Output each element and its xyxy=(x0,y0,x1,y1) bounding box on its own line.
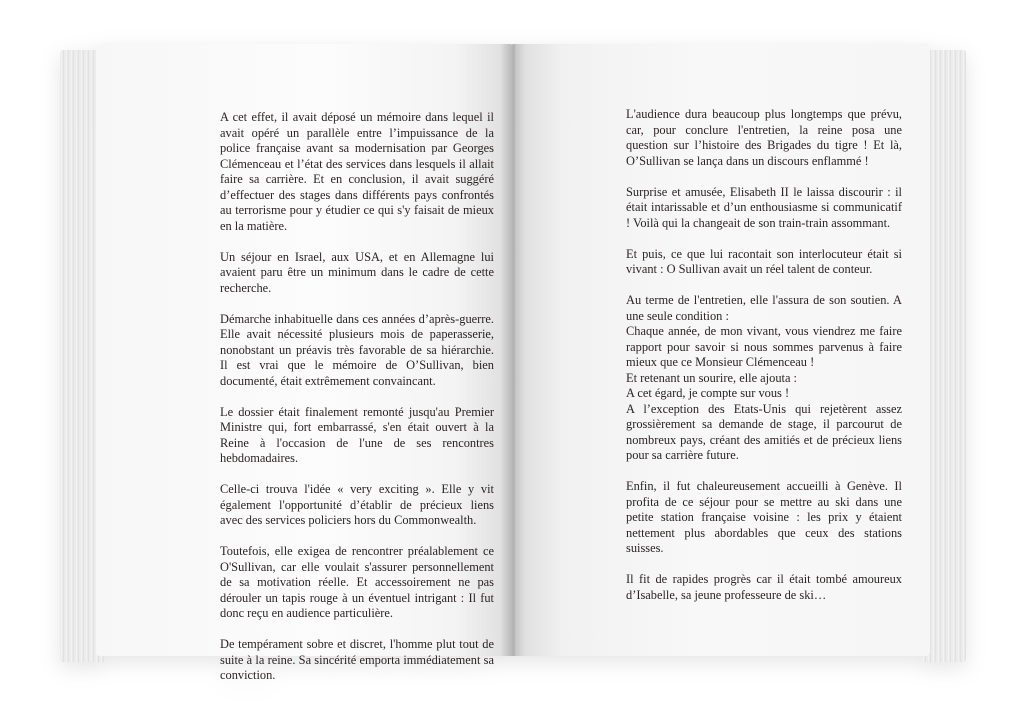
open-book xyxy=(60,44,966,682)
left-page xyxy=(96,44,512,682)
paragraph: Il fit de rapides progrès car il était tombé amoureux d’Isabelle, sa jeune professeure de ski… xyxy=(626,572,902,602)
paragraph: Démarche inhabituelle dans ces années d’après-guerre. Elle avait nécessité plusieurs mois de paperasserie, nonobstant un préavis très favorable de sa hiérarchie. Il est vrai que le mémoire de O’Sullivan, bien documenté, était extrêmement convaincant. xyxy=(220,311,494,388)
paragraph: Surprise et amusée, Elisabeth II le laissa discourir : il était intarissable et d’un enthousiasme si communicatif ! Voilà qui la changeait de son train-train assommant. xyxy=(626,184,902,230)
paragraph: L'audience dura beaucoup plus longtemps que prévu, car, pour conclure l'entretien, la reine posa une question sur l’histoire des Brigades du tigre ! Et là, O’Sullivan se lança dans un discours enflammé ! xyxy=(626,107,902,168)
paragraph: De tempérament sobre et discret, l'homme plut tout de suite à la reine. Sa sincérité emporta immédiatement sa conviction. xyxy=(220,637,494,682)
paragraph-dialogue xyxy=(626,293,902,464)
text-line: A cet égard, je compte sur vous ! xyxy=(626,386,790,400)
paragraph: Le dossier était finalement remonté jusqu'au Premier Ministre qui, fort embarrassé, s'en était ouvert à la Reine à l'occasion de l'une de ses rencontres hebdomadaires. xyxy=(220,404,494,465)
left-page-text xyxy=(220,110,494,699)
paragraph: Et puis, ce que lui racontait son interlocuteur était si vivant : O Sullivan avait un réel talent de conteur. xyxy=(626,246,902,276)
paragraph: Un séjour en Israel, aux USA, et en Allemagne lui avaient paru être un minimum dans le cadre de cette recherche. xyxy=(220,249,494,295)
text-line: Au terme de l'entretien, elle l'assura de son soutien. A une seule condition : xyxy=(626,293,902,323)
text-line: Et retenant un sourire, elle ajouta : xyxy=(626,370,797,385)
right-page xyxy=(512,44,930,656)
paragraph: Enfin, il fut chaleureusement accueilli à Genève. Il profita de ce séjour pour se mettre au ski dans une petite station française voisine : les prix y étaient nettement plus abordables que ceux des stations suisses. xyxy=(626,479,902,555)
right-page-text xyxy=(626,107,902,619)
paragraph: A cet effet, il avait déposé un mémoire dans lequel il avait opéré un parallèle entre l’impuissance de la police française avant sa modernisation par Georges Clémenceau et l’état des services dans lesquels il allait faire sa carrière. Et en conclusion, il avait suggéré d’effectuer des stages dans différents pays confrontés au terrorisme pour y étudier ce qui s'y faisait de mieux en la matière. xyxy=(220,110,494,233)
text-line: A l’exception des Etats-Unis qui rejetèrent assez grossièrement sa demande de stage, il parcourut de nombreux pays, créant des amitiés et de précieux liens pour sa carrière future. xyxy=(626,401,902,462)
text-line: Chaque année, de mon vivant, vous viendrez me faire rapport pour savoir si nous sommes parvenus à faire mieux que ce Monsieur Clémenceau ! xyxy=(626,324,902,369)
paragraph: Toutefois, elle exigea de rencontrer préalablement ce O'Sullivan, car elle voulait s'assurer personnellement de sa motivation réelle. Et accessoirement ne pas dérouler un tapis rouge à un éventuel intrigant : Il fut donc reçu en audience particulière. xyxy=(220,544,494,620)
paragraph: Celle-ci trouva l'idée « very exciting ». Elle y vit également l'opportunité d’établir de précieux liens avec des services policiers hors du Commonwealth. xyxy=(220,482,494,527)
